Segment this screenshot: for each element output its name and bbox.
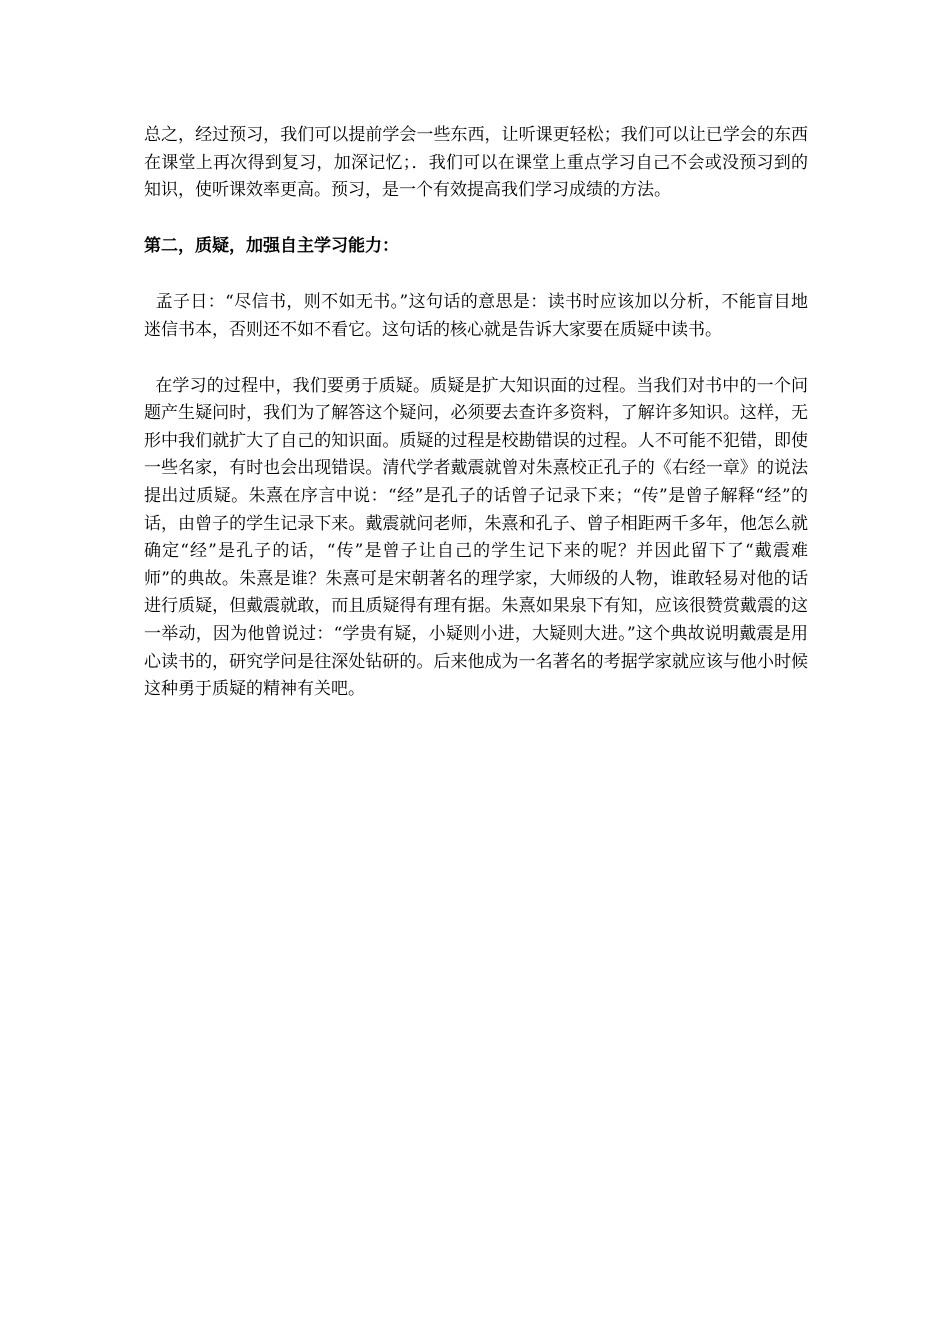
- summary-paragraph: 总之，经过预习，我们可以提前学会一些东西，让听课更轻松；我们可以让已学会的东西在课堂上再次得到复习，加深记忆；．我们可以在课堂上重点学习自己不会或没预习到的知识，使听课效率更高。预习，是一个有效提高我们学习成绩的方法。: [144, 125, 808, 201]
- section-heading: 第二，质疑，加强自主学习能力：: [144, 235, 399, 256]
- mencius-paragraph: 孟子日：“尽信书，则不如无书。”这句话的意思是：读书时应该加以分析，不能盲目地迷信书本，否则还不如不看它。这句话的核心就是告诉大家要在质疑中读书。: [144, 292, 808, 340]
- questioning-paragraph: 在学习的过程中，我们要勇于质疑。质疑是扩大知识面的过程。当我们对书中的一个问题产生疑问时，我们为了解答这个疑问，必须要去查许多资料，了解许多知识。这样，无形中我们就扩大了自己的知识面。质疑的过程是校勘错误的过程。人不可能不犯错，即使一些名家，有时也会出现错误。清代学者戴震就曾对朱熹校正孔子的《右经一章》的说法提出过质疑。朱熹在序言中说：“经”是孔子的话曾子记录下来；“传”是曾子解释“经”的话，由曾子的学生记录下来。戴震就问老师，朱熹和孔子、曾子相距两千多年，他怎么就确定“经”是孔子的话，“传”是曾子让自己的学生记下来的呢？并因此留下了“戴震难师”的典故。朱熹是谁？朱熹可是宋朝著名的理学家，大师级的人物，谁敢轻易对他的话进行质疑，但戴震就敢，而且质疑得有理有据。朱熹如果泉下有知，应该很赞赏戴震的这一举动，因为他曾说过：“学贵有疑，小疑则小进，大疑则大进。”这个典故说明戴震是用心读书的，研究学问是往深处钻研的。后来他成为一名著名的考据学家就应该与他小时候这种勇于质疑的精神有关吧。: [144, 375, 809, 700]
- document-body: [144, 122, 808, 732]
